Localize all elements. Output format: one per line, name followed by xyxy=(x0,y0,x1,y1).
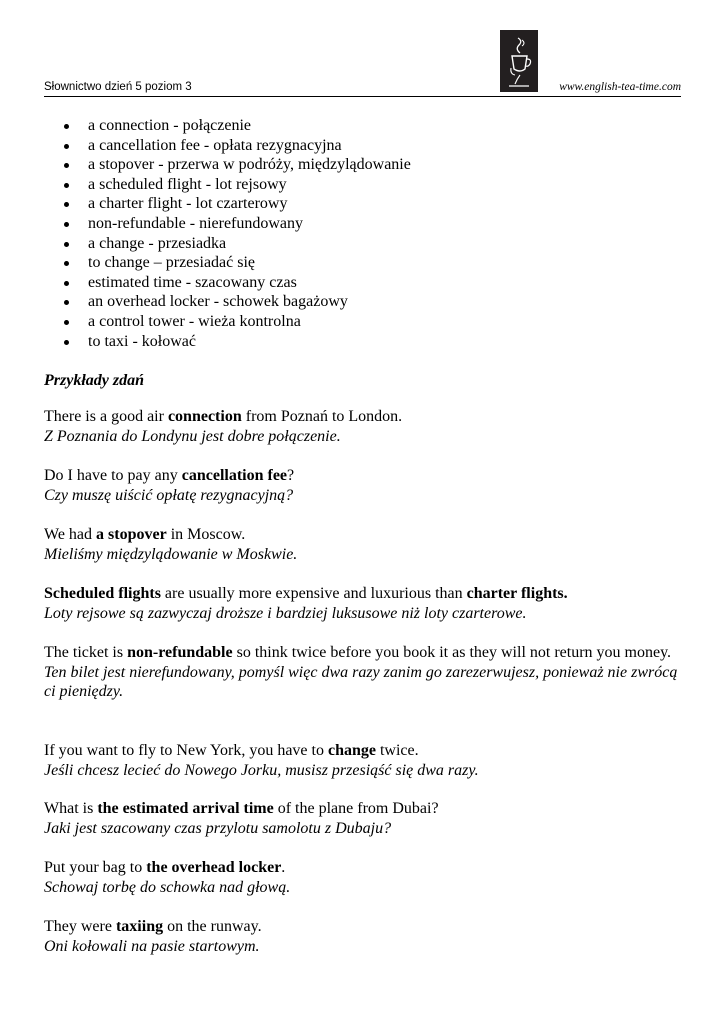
vocabulary-text: to change – przesiadać się xyxy=(88,254,256,272)
vocabulary-text: estimated time - szacowany czas xyxy=(88,273,297,291)
example-english xyxy=(44,858,684,878)
example-text: The ticket is xyxy=(44,644,128,661)
site-url: www.english-tea-time.com xyxy=(559,81,681,93)
example-block xyxy=(44,799,684,838)
teacup-logo-icon xyxy=(500,30,538,92)
header-divider xyxy=(44,96,681,97)
vocabulary-text: a cancellation fee - opłata rezygnacyjna xyxy=(88,136,342,154)
example-keyword: non-refundable xyxy=(127,644,233,661)
vocabulary-text: an overhead locker - schowek bagażowy xyxy=(88,293,348,311)
bullet-icon xyxy=(64,144,69,149)
example-english xyxy=(44,799,684,819)
vocabulary-item xyxy=(44,253,411,273)
example-polish: Loty rejsowe są zazwyczaj droższe i bardziej luksusowe niż loty czarterowe. xyxy=(44,604,527,622)
example-block xyxy=(44,466,684,505)
example-block xyxy=(44,858,684,897)
example-text: of the plane from Dubai? xyxy=(273,800,439,817)
vocabulary-item xyxy=(44,312,411,332)
example-text: Put your bag to xyxy=(44,859,147,876)
bullet-icon xyxy=(64,242,69,247)
example-block xyxy=(44,407,684,446)
example-text: from Poznań to London. xyxy=(241,408,403,425)
example-block xyxy=(44,917,684,956)
example-keyword: charter flights. xyxy=(466,585,568,602)
example-text: ? xyxy=(287,467,295,484)
example-text: so think twice before you book it as they will not return you money. xyxy=(232,644,672,661)
example-keyword: change xyxy=(327,742,376,759)
vocabulary-item xyxy=(44,194,411,214)
vocabulary-text: a charter flight - lot czarterowy xyxy=(88,195,288,213)
example-polish: Oni kołowali na pasie startowym. xyxy=(44,937,260,955)
example-english xyxy=(44,917,684,937)
vocabulary-item xyxy=(44,116,411,136)
vocabulary-item xyxy=(44,234,411,254)
example-polish: Ten bilet jest nierefundowany, pomyśl więc dwa razy zanim go zarezerwujesz, ponieważ nie zwrócą ci pieniędzy. xyxy=(44,663,678,701)
vocabulary-item xyxy=(44,273,411,293)
example-text: in Moscow. xyxy=(166,526,246,543)
example-keyword: connection xyxy=(167,408,242,425)
vocabulary-item xyxy=(44,332,411,352)
example-english xyxy=(44,741,684,761)
example-text: We had xyxy=(44,526,97,543)
bullet-icon xyxy=(64,340,69,345)
example-block xyxy=(44,643,684,702)
example-polish: Schowaj torbę do schowka nad głową. xyxy=(44,878,291,896)
example-block xyxy=(44,525,684,564)
bullet-icon xyxy=(64,124,69,129)
bullet-icon xyxy=(64,222,69,227)
vocabulary-list xyxy=(44,116,411,351)
example-text: . xyxy=(281,859,286,876)
vocabulary-text: a control tower - wieża kontrolna xyxy=(88,312,301,330)
example-keyword: Scheduled flights xyxy=(44,585,161,602)
bullet-icon xyxy=(64,281,69,286)
example-polish: Czy muszę uiścić opłatę rezygnacyjną? xyxy=(44,486,294,504)
vocabulary-item xyxy=(44,214,411,234)
vocabulary-text: a connection - połączenie xyxy=(88,117,252,134)
example-text: twice. xyxy=(375,742,419,759)
example-keyword: cancellation fee xyxy=(181,467,288,484)
example-keyword: the overhead locker xyxy=(146,859,282,876)
example-english xyxy=(44,643,684,663)
example-keyword: the estimated arrival time xyxy=(97,800,274,817)
example-polish: Mieliśmy międzylądowanie w Moskwie. xyxy=(44,545,298,563)
bullet-icon xyxy=(64,183,69,188)
vocabulary-text: non-refundable - nierefundowany xyxy=(88,214,304,232)
bullet-icon xyxy=(64,300,69,305)
example-text: on the runway. xyxy=(163,918,262,935)
teacup-logo-graphic xyxy=(500,30,538,92)
example-polish: Z Poznania do Londynu jest dobre połączenie. xyxy=(44,427,341,445)
vocabulary-item xyxy=(44,175,411,195)
vocabulary-text: a stopover - przerwa w podróży, międzylądowanie xyxy=(88,156,411,174)
example-text: Do I have to pay any xyxy=(44,467,182,484)
vocabulary-text: a scheduled flight - lot rejsowy xyxy=(88,175,287,193)
header-title: Słownictwo dzień 5 poziom 3 xyxy=(44,81,192,93)
example-text: What is xyxy=(44,800,98,817)
example-english xyxy=(44,466,684,486)
vocabulary-item xyxy=(44,136,411,156)
example-english xyxy=(44,584,684,604)
example-keyword: taxiing xyxy=(115,918,164,935)
example-text: are usually more expensive and luxurious than xyxy=(160,585,467,602)
vocabulary-text: to taxi - kołować xyxy=(88,332,196,350)
vocabulary-item xyxy=(44,292,411,312)
example-english xyxy=(44,407,684,427)
bullet-icon xyxy=(64,163,69,168)
example-text: There is a good air xyxy=(44,408,168,425)
example-polish: Jeśli chcesz lecieć do Nowego Jorku, musisz przesiąść się dwa razy. xyxy=(44,761,479,779)
vocabulary-text: a change - przesiadka xyxy=(88,234,227,252)
example-block xyxy=(44,584,684,623)
vocabulary-item xyxy=(44,155,411,175)
bullet-icon xyxy=(64,320,69,325)
bullet-icon xyxy=(64,261,69,266)
example-text: If you want to fly to New York, you have to xyxy=(44,742,328,759)
example-keyword: a stopover xyxy=(96,526,167,543)
example-text: They were xyxy=(44,918,116,935)
bullet-icon xyxy=(64,202,69,207)
example-polish: Jaki jest szacowany czas przylotu samolotu z Dubaju? xyxy=(44,819,392,837)
examples-heading: Przykłady zdań xyxy=(44,372,144,389)
example-english xyxy=(44,525,684,545)
example-block xyxy=(44,741,684,780)
